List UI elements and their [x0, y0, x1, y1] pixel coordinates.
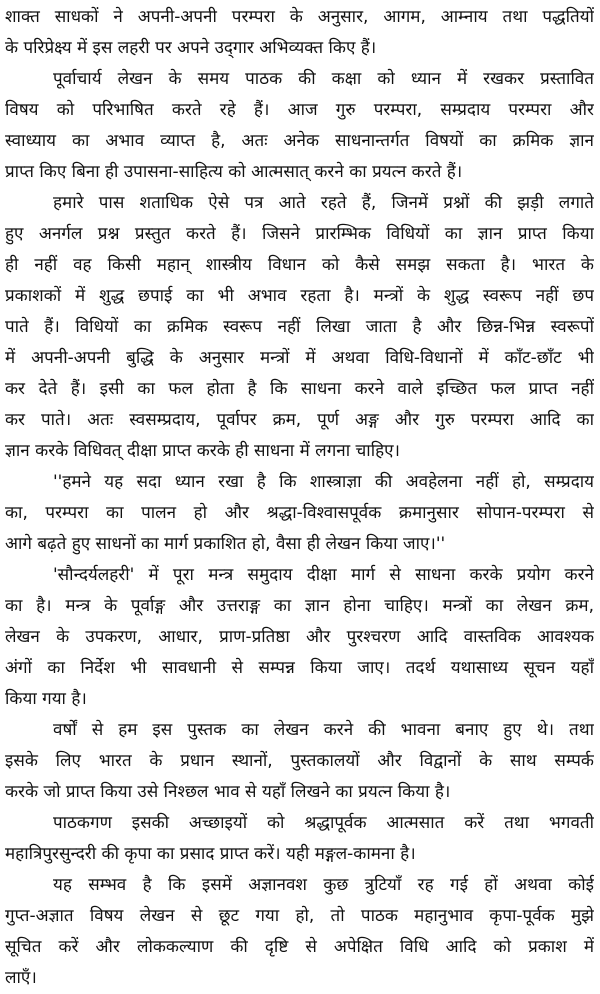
- paragraph-7: [5, 808, 594, 870]
- text-line: प्राप्त किए बिना ही उपासना-साहित्य को आत्मसात् करने का प्रयत्न करते हैं।: [5, 162, 463, 182]
- text-line: हुए अनर्गल प्रश्न प्रस्तुत करते हैं। जिसने प्रारम्भिक विधियों का ज्ञान प्राप्त किया: [5, 224, 594, 244]
- text-line: प्रकाशकों में शुद्ध छपाई का भी अभाव रहता है। मन्त्रों के शुद्ध स्वरूप नहीं छप: [5, 286, 594, 306]
- text-line: यह सम्भव है कि इसमें अज्ञानवश कुछ त्रुटियाँ रह गई हों अथवा कोई: [53, 875, 594, 895]
- paragraph-6: [5, 715, 594, 808]
- text-line: का, परम्परा का पालन हो और श्रद्धा-विश्वासपूर्वक क्रमानुसार सोपान-परम्परा से: [5, 503, 594, 523]
- text-line: लेखन के उपकरण, आधार, प्राण-प्रतिष्ठा और पुरश्चरण आदि वास्तविक आवश्यक: [5, 627, 594, 647]
- text-line: में अपनी-अपनी बुद्धि के अनुसार मन्त्रों में अथवा विधि-विधानों में काँट-छाँट भी: [5, 348, 594, 368]
- text-line: वर्षों से हम इस पुस्तक का लेखन करने की भावना बनाए हुए थे। तथा: [53, 720, 594, 740]
- text-line: आगे बढ़ते हुए साधनों का मार्ग प्रकाशित हो, वैसा ही लेखन किया जाए।'': [5, 534, 446, 554]
- text-line: लाएँ।: [5, 968, 37, 988]
- paragraph-8: [5, 870, 594, 994]
- text-line: स्वाध्याय का अभाव व्याप्त है, अतः अनेक साधनान्तर्गत विषयों का क्रमिक ज्ञान: [5, 131, 594, 151]
- text-line: महात्रिपुरसुन्दरी की कृपा का प्रसाद प्राप्त करें। यही मङ्गल-कामना है।: [5, 844, 416, 864]
- text-line: पाठकगण इसकी अच्छाइयों को श्रद्धापूर्वक आत्मसात करें तथा भगवती: [53, 813, 594, 833]
- text-line: 'सौन्दर्यलहरी' में पूरा मन्त्र समुदाय दीक्षा मार्ग से साधना करके प्रयोग करने: [53, 565, 594, 585]
- text-line: इसके लिए भारत के प्रधान स्थानों, पुस्तकालयों और विद्वानों के साथ सम्पर्क: [5, 751, 594, 771]
- paragraph-2: [5, 64, 594, 188]
- paragraph-3: [5, 188, 594, 467]
- text-line: का है। मन्त्र के पूर्वाङ्ग और उत्तराङ्ग का ज्ञान होना चाहिए। मन्त्रों का लेखन क्रम,: [5, 596, 594, 616]
- text-line: अंगों का निर्देश भी सावधानी से सम्पन्न किया जाए। तदर्थ यथासाध्य सूचन यहाँ: [5, 658, 594, 678]
- paragraph-5: [5, 560, 594, 715]
- text-line: कर देते हैं। इसी का फल होता है कि साधना करने वाले इच्छित फल प्राप्त नहीं: [5, 379, 594, 399]
- paragraph-4-quote: [5, 467, 594, 560]
- text-line: पूर्वाचार्य लेखन के समय पाठक की कक्षा को ध्यान में रखकर प्रस्तावित: [53, 69, 594, 89]
- text-line: करके जो प्राप्त किया उसे निश्छल भाव से यहाँ लिखने का प्रयत्न किया है।: [5, 782, 451, 802]
- text-line: विषय को परिभाषित करते रहे हैं। आज गुरु परम्परा, सम्प्रदाय परम्परा और: [5, 100, 594, 120]
- text-line: किया गया है।: [5, 689, 87, 709]
- text-line: गुप्त-अज्ञात विषय लेखन से छूट गया हो, तो पाठक महानुभाव कृपा-पूर्वक मुझे: [5, 906, 594, 926]
- text-line: ज्ञान करके विधिवत् दीक्षा प्राप्त करके ही साधना में लगना चाहिए।: [5, 441, 400, 461]
- text-line: शाक्त साधकों ने अपनी-अपनी परम्परा के अनुसार, आगम, आम्नाय तथा पद्धतियों: [5, 7, 594, 27]
- text-line: ही नहीं वह किसी महान् शास्त्रीय विधान को कैसे समझ सकता है। भारत के: [5, 255, 594, 275]
- text-line: कर पाते। अतः स्वसम्प्रदाय, पूर्वापर क्रम, पूर्ण अङ्ग और गुरु परम्परा आदि का: [5, 410, 594, 430]
- text-line: सूचित करें और लोककल्याण की दृष्टि से अपेक्षित विधि आदि को प्रकाश में: [5, 937, 594, 957]
- text-line: के परिप्रेक्ष्य में इस लहरी पर अपने उद्‌गार अभिव्यक्त किए हैं।: [5, 38, 377, 58]
- text-line: ''हमने यह सदा ध्यान रखा है कि शास्त्राज्ञा की अवहेलना नहीं हो, सम्प्रदाय: [53, 472, 594, 492]
- paragraph-1: [5, 2, 594, 64]
- text-line: पाते हैं। विधियों का क्रमिक स्वरूप नहीं लिखा जाता है और छिन्न-भिन्न स्वरूपों: [5, 317, 594, 337]
- text-line: हमारे पास शताधिक ऐसे पत्र आते रहते हैं, जिनमें प्रश्नों की झड़ी लगाते: [53, 193, 594, 213]
